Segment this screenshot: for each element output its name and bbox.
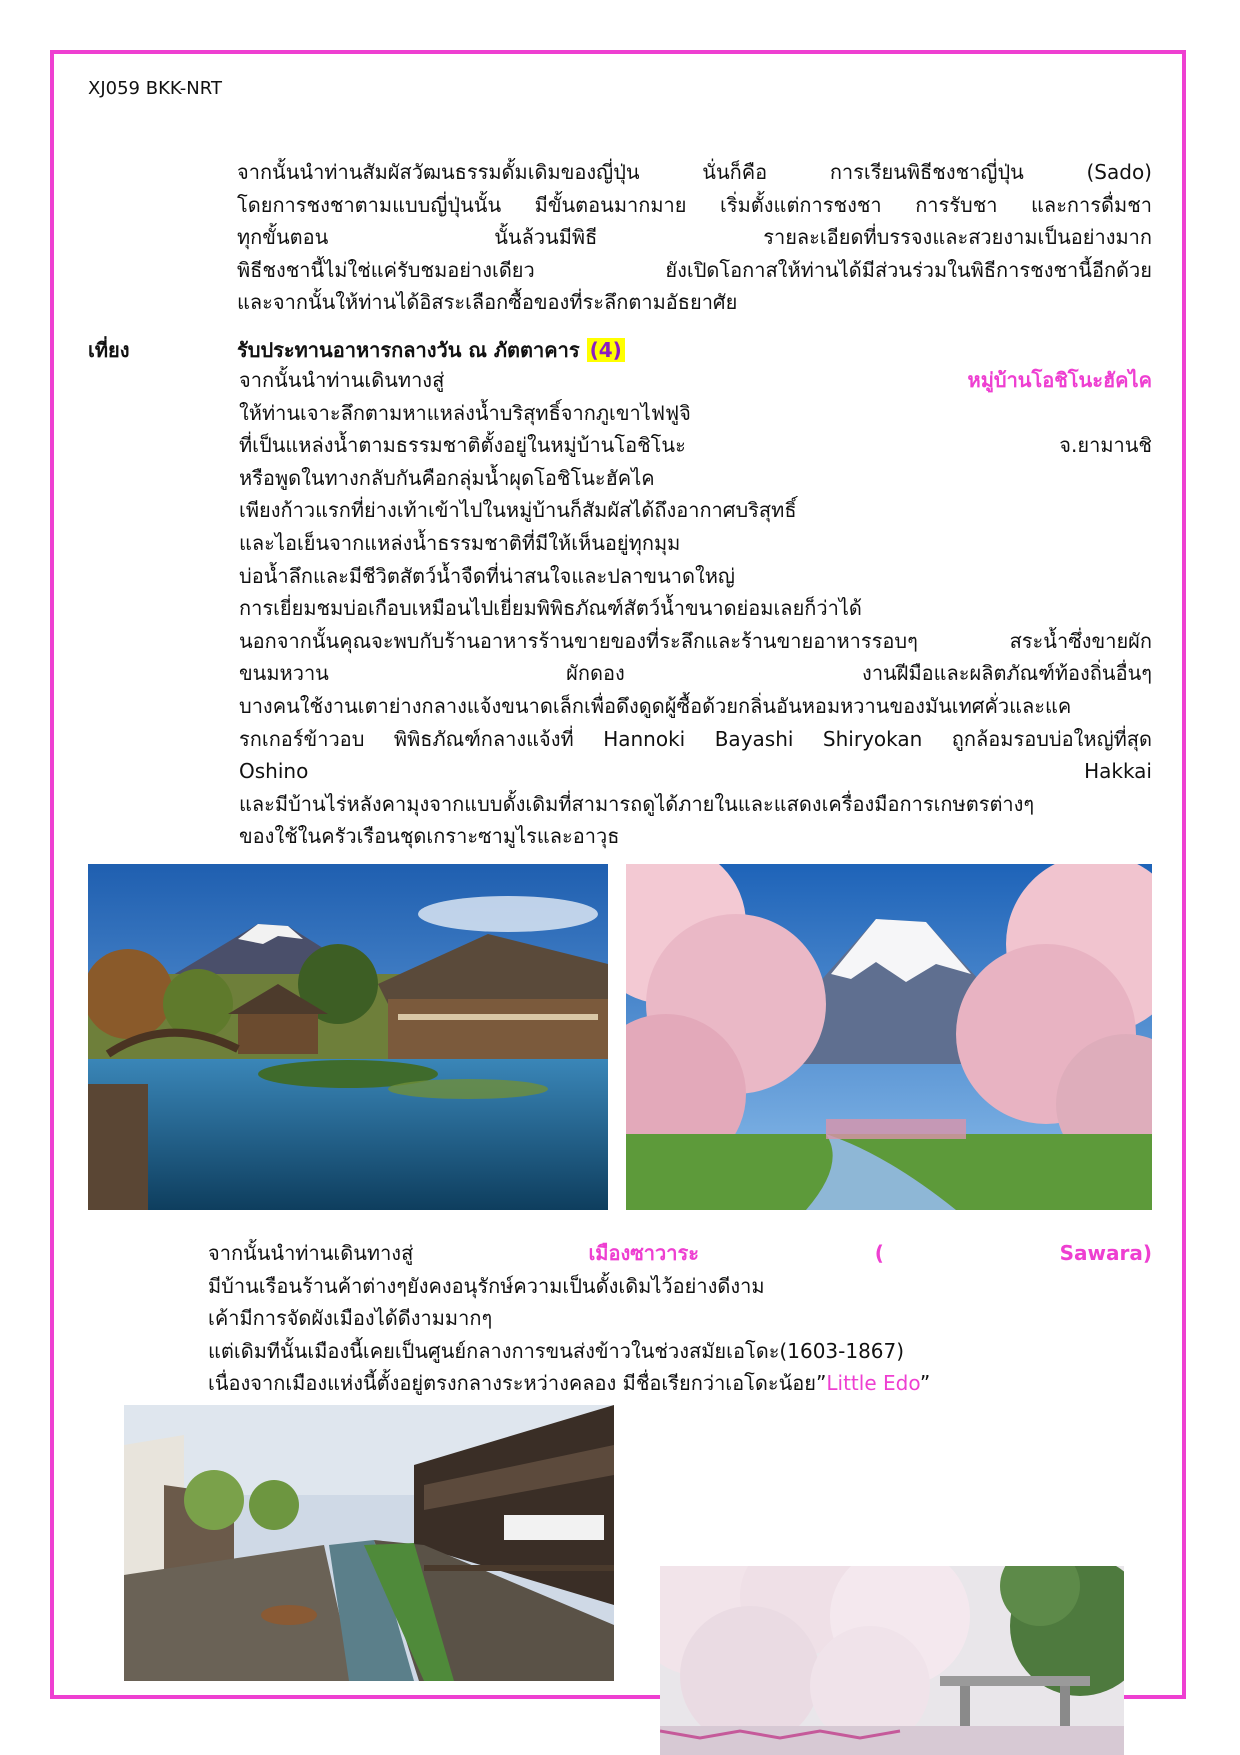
paragraph-line: บ่อน้ำลึกและมีชีวิตสัตว์น้ำจืดที่น่าสนใจและปลาขนาดใหญ่: [239, 563, 735, 588]
oshino-paragraph: [239, 364, 1152, 853]
cherry-blossom-shrine-photo: [660, 1566, 1124, 1755]
tea-ceremony-paragraph: [237, 156, 1152, 319]
oshino-village-photo: [88, 864, 608, 1210]
paragraph-line: นอกจากนั้นคุณจะพบกับร้านอาหารร้านขายของที่ระลึกและร้านขายอาหารรอบๆ สระน้ำซึ่งขายผัก: [239, 628, 1152, 653]
oshino-intro-line: [239, 364, 1152, 397]
paragraph-line: เพียงก้าวแรกที่ย่างเท้าเข้าไปในหมู่บ้านก็สัมผัสได้ถึงอากาศบริสุทธิ์: [239, 498, 797, 523]
meal-number-badge: (4): [587, 338, 625, 362]
lunch-heading: [237, 334, 625, 366]
lunch-title: รับประทานอาหารกลางวัน ณ ภัตตาคาร: [237, 338, 580, 362]
closing-quote: ”: [919, 1371, 931, 1396]
sawara-intro: จากนั้นนำท่านเดินทางสู่: [208, 1241, 414, 1265]
oshino-place-name: หมู่บ้านโอชิโนะฮัคไค: [967, 368, 1152, 392]
paragraph-line: แต่เดิมทีนั้นเมืองนี้เคยเป็นศูนย์กลางการขนส่งข้าวในช่วงสมัยเอโดะ(1603-1867): [208, 1338, 905, 1363]
paragraph-line: ของใช้ในครัวเรือนชุดเกราะซามูไรและอาวุธ: [239, 824, 620, 849]
paragraph-line: Oshino Hakkai: [239, 759, 1152, 784]
paragraph-line: หรือพูดในทางกลับกันคือกลุ่มน้ำผุดโอชิโนะฮัคไค: [239, 465, 655, 490]
document-code: XJ059 BKK-NRT: [88, 78, 222, 99]
paragraph-line: จากนั้นนำท่านสัมผัสวัฒนธรรมดั้มเดิมของญี่ปุ่น นั่นก็คือ การเรียนพิธีชงชาญี่ปุ่น (Sado): [237, 160, 1152, 184]
little-edo-highlight: Little Edo: [826, 1371, 920, 1396]
paragraph-line: มีบ้านเรือนร้านค้าต่างๆยังคงอนุรักษ์ความเป็นดั้งเดิมไว้อย่างดีงาม: [208, 1273, 765, 1298]
paragraph-line: ให้ท่านเจาะลึกตามหาแหล่งน้ำบริสุทธิ์จากภูเขาไฟฟูจิ: [239, 400, 691, 425]
paragraph-line: [208, 1367, 1152, 1400]
paragraph-line: เค้ามีการจัดผังเมืองได้ดีงามมากๆ: [208, 1306, 493, 1331]
paragraph-line: รกเกอร์ข้าวอบ พิพิธภัณฑ์กลางแจ้งที่ Hannoki Bayashi Shiryokan ถูกล้อมรอบบ่อใหญ่ที่สุด: [239, 726, 1152, 751]
paragraph-line: พิธีชงชานี้ไม่ใช่แค่รับชมอย่างเดียว ยังเปิดโอกาสให้ท่านได้มีส่วนร่วมในพิธีการชงชานี้อีกด้วย: [237, 257, 1152, 282]
paragraph-line: และไอเย็นจากแหล่งน้ำธรรมชาติที่มีให้เห็นอยู่ทุกมุม: [239, 530, 681, 555]
paragraph-line: และมีบ้านไร่หลังคามุงจากแบบดั้งเดิมที่สามารถดูได้ภายในและแสดงเครื่องมือการเกษตรต่างๆ: [239, 791, 1035, 816]
lunch-time-label: เที่ยง: [88, 338, 130, 362]
paragraph-line: โดยการชงชาตามแบบญี่ปุ่นนั้น มีขั้นตอนมากมาย เริ่มตั้งแต่การชงชา การรับชา และการดื่มชา: [237, 192, 1152, 217]
sawara-intro-line: [208, 1237, 1152, 1270]
oshino-intro: จากนั้นนำท่านเดินทางสู่: [239, 368, 445, 392]
sawara-paragraph: [208, 1237, 1152, 1400]
paragraph-line: การเยี่ยมชมบ่อเกือบเหมือนไปเยี่ยมพิพิธภัณฑ์สัตว์น้ำขนาดย่อมเลยก็ว่าได้: [239, 596, 862, 621]
sawara-canal-photo: [124, 1405, 614, 1681]
sawara-place-name: เมืองซาวาระ ( Sawara): [588, 1241, 1152, 1265]
paragraph-line: บางคนใช้งานเตาย่างกลางแจ้งขนาดเล็กเพื่อดึงดูดผู้ซื้อด้วยกลิ่นอันหอมหวานของมันเทศคั่วและแค: [239, 693, 1072, 718]
paragraph-line: ทุกขั้นตอน นั้นล้วนมีพิธี รายละเอียดที่บรรจงและสวยงามเป็นอย่างมาก: [237, 225, 1152, 250]
fuji-cherry-blossom-photo: [626, 864, 1152, 1210]
paragraph-line: ที่เป็นแหล่งน้ำตามธรรมชาติตั้งอยู่ในหมู่บ้านโอชิโนะ จ.ยามานชิ: [239, 433, 1152, 458]
paragraph-line: และจากนั้นให้ท่านได้อิสระเลือกซื้อของที่ระลึกตามอัธยาศัย: [237, 290, 738, 315]
paragraph-line: ขนมหวาน ผักดอง งานฝีมือและผลิตภัณฑ์ท้องถิ่นอื่นๆ: [239, 661, 1152, 686]
sawara-last-text: เนื่องจากเมืองแห่งนี้ตั้งอยู่ตรงกลางระหว่างคลอง มีชื่อเรียกว่าเอโดะน้อย”: [208, 1371, 827, 1396]
